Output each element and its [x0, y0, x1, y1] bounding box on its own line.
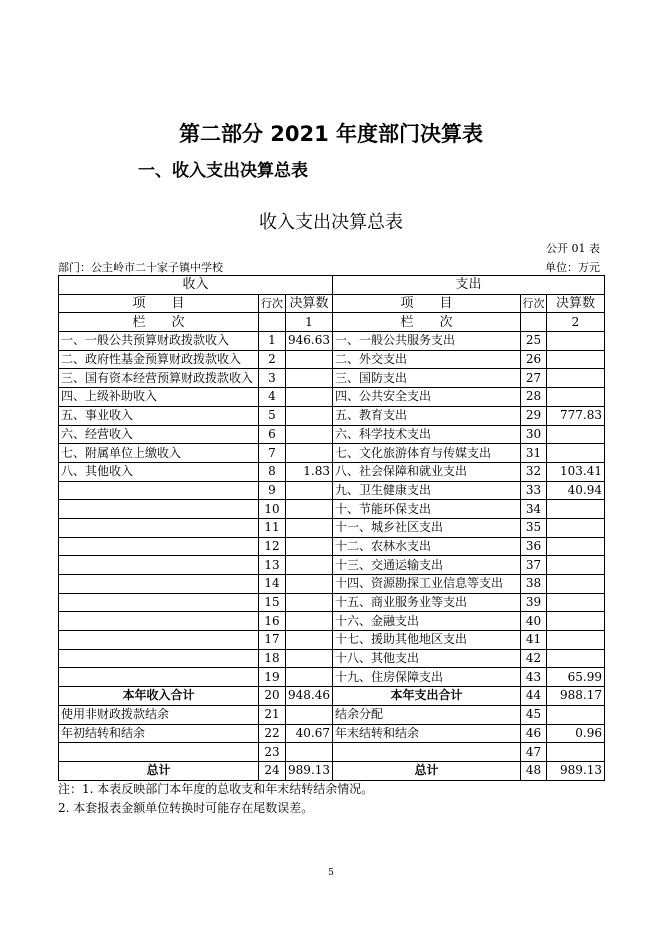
expense-amount	[547, 743, 605, 762]
income-line: 10	[259, 500, 286, 519]
expense-line: 38	[521, 575, 547, 594]
expense-amount: 65.99	[547, 668, 605, 687]
income-expense-table	[58, 275, 605, 781]
table-title: 收入支出决算总表	[259, 212, 403, 233]
column-label: 栏 次	[333, 313, 521, 332]
table-row	[59, 743, 605, 762]
note: 2. 本套报表金额单位转换时可能存在尾数误差。	[58, 801, 314, 815]
note: 注：1. 本表反映部门本年度的总收支和年末结转结余情况。	[58, 782, 374, 796]
page-title: 第二部分 2021 年度部门决算表	[178, 122, 484, 146]
income-line: 23	[259, 743, 286, 762]
income-line: 16	[259, 612, 286, 631]
income-line: 21	[259, 705, 286, 724]
expense-item: 总计	[333, 761, 521, 780]
income-item: 总计	[59, 761, 259, 780]
column-number: 2	[547, 313, 605, 332]
expense-item: 结余分配	[333, 705, 521, 724]
income-amount: 948.46	[286, 687, 333, 706]
income-item: 六、经营收入	[59, 425, 259, 444]
empty-cell	[259, 313, 286, 332]
expense-item: 十七、援助其他地区支出	[333, 631, 521, 650]
income-item	[59, 631, 259, 650]
expense-line: 41	[521, 631, 547, 650]
page-number: 5	[328, 868, 334, 878]
table-row	[59, 369, 605, 388]
table-row	[59, 593, 605, 612]
income-amount	[286, 481, 333, 500]
section-title: 一、收入支出决算总表	[138, 161, 308, 181]
expense-amount	[547, 705, 605, 724]
table-row	[59, 631, 605, 650]
income-item: 使用非财政拨款结余	[59, 705, 259, 724]
table-row	[59, 649, 605, 668]
income-item	[59, 556, 259, 575]
expense-item: 三、国防支出	[333, 369, 521, 388]
income-amount	[286, 388, 333, 407]
table-row	[59, 444, 605, 463]
expense-item: 十、节能环保支出	[333, 500, 521, 519]
income-line: 6	[259, 425, 286, 444]
income-line: 18	[259, 649, 286, 668]
expense-amount: 777.83	[547, 406, 605, 425]
expense-amount	[547, 537, 605, 556]
expense-amount	[547, 649, 605, 668]
income-item	[59, 612, 259, 631]
table-row	[59, 687, 605, 706]
expense-line: 32	[521, 462, 547, 481]
income-amount: 1.83	[286, 462, 333, 481]
expense-line: 33	[521, 481, 547, 500]
income-line: 7	[259, 444, 286, 463]
income-item: 本年收入合计	[59, 687, 259, 706]
income-item: 五、事业收入	[59, 406, 259, 425]
expense-amount	[547, 369, 605, 388]
income-item	[59, 743, 259, 762]
expense-line: 43	[521, 668, 547, 687]
income-amount	[286, 705, 333, 724]
expense-item: 十八、其他支出	[333, 649, 521, 668]
expense-item: 十五、商业服务业等支出	[333, 593, 521, 612]
expense-item: 六、科学技术支出	[333, 425, 521, 444]
income-amount	[286, 350, 333, 369]
expense-amount: 40.94	[547, 481, 605, 500]
income-amount	[286, 406, 333, 425]
income-amount	[286, 631, 333, 650]
income-amount	[286, 500, 333, 519]
expense-line: 35	[521, 518, 547, 537]
expense-amount: 0.96	[547, 724, 605, 743]
item-header: 项 目	[59, 294, 259, 313]
income-amount	[286, 575, 333, 594]
expense-amount	[547, 575, 605, 594]
expense-amount	[547, 425, 605, 444]
table-row	[59, 761, 605, 780]
income-amount: 989.13	[286, 761, 333, 780]
income-line: 2	[259, 350, 286, 369]
expense-line: 36	[521, 537, 547, 556]
expense-line: 47	[521, 743, 547, 762]
table-row	[59, 350, 605, 369]
expense-item: 十一、城乡社区支出	[333, 518, 521, 537]
income-line: 24	[259, 761, 286, 780]
table-header-row	[59, 276, 605, 295]
amount-header: 决算数	[547, 294, 605, 313]
table-row	[59, 388, 605, 407]
expense-amount	[547, 444, 605, 463]
expense-line: 42	[521, 649, 547, 668]
income-amount	[286, 612, 333, 631]
income-item: 二、政府性基金预算财政拨款收入	[59, 350, 259, 369]
expense-header: 支出	[333, 276, 605, 295]
expense-amount	[547, 518, 605, 537]
income-amount	[286, 668, 333, 687]
column-label: 栏 次	[59, 313, 259, 332]
form-code: 公开 01 表	[546, 242, 600, 255]
expense-line: 40	[521, 612, 547, 631]
table-row	[59, 537, 605, 556]
expense-item: 十九、住房保障支出	[333, 668, 521, 687]
income-line: 11	[259, 518, 286, 537]
income-amount	[286, 518, 333, 537]
table-row	[59, 332, 605, 351]
income-line: 8	[259, 462, 286, 481]
expense-item: 八、社会保障和就业支出	[333, 462, 521, 481]
table-row	[59, 556, 605, 575]
income-item: 一、一般公共预算财政拨款收入	[59, 332, 259, 351]
expense-line: 29	[521, 406, 547, 425]
income-item	[59, 668, 259, 687]
expense-item: 十四、资源勘探工业信息等支出	[333, 575, 521, 594]
income-amount	[286, 425, 333, 444]
expense-item: 九、卫生健康支出	[333, 481, 521, 500]
income-line: 4	[259, 388, 286, 407]
income-amount	[286, 593, 333, 612]
expense-line: 48	[521, 761, 547, 780]
unit-label: 单位：万元	[545, 261, 600, 274]
expense-item: 本年支出合计	[333, 687, 521, 706]
expense-line: 31	[521, 444, 547, 463]
table-header-row	[59, 313, 605, 332]
income-item	[59, 500, 259, 519]
expense-amount: 103.41	[547, 462, 605, 481]
line-header: 行次	[259, 294, 286, 313]
expense-amount	[547, 500, 605, 519]
expense-item	[333, 743, 521, 762]
income-header: 收入	[59, 276, 333, 295]
expense-item: 四、公共安全支出	[333, 388, 521, 407]
income-item: 四、上级补助收入	[59, 388, 259, 407]
income-item	[59, 537, 259, 556]
income-amount	[286, 649, 333, 668]
expense-line: 39	[521, 593, 547, 612]
column-number: 1	[286, 313, 333, 332]
income-amount: 946.63	[286, 332, 333, 351]
income-line: 3	[259, 369, 286, 388]
table-row	[59, 500, 605, 519]
income-item: 七、附属单位上缴收入	[59, 444, 259, 463]
table-row	[59, 705, 605, 724]
expense-line: 30	[521, 425, 547, 444]
table-row	[59, 406, 605, 425]
income-amount	[286, 556, 333, 575]
income-line: 22	[259, 724, 286, 743]
income-line: 9	[259, 481, 286, 500]
income-amount	[286, 537, 333, 556]
expense-amount	[547, 612, 605, 631]
expense-amount: 989.13	[547, 761, 605, 780]
expense-item: 二、外交支出	[333, 350, 521, 369]
amount-header: 决算数	[286, 294, 333, 313]
income-amount	[286, 444, 333, 463]
item-header: 项 目	[333, 294, 521, 313]
expense-line: 25	[521, 332, 547, 351]
expense-line: 26	[521, 350, 547, 369]
table-row	[59, 668, 605, 687]
income-line: 14	[259, 575, 286, 594]
income-amount: 40.67	[286, 724, 333, 743]
expense-amount	[547, 593, 605, 612]
income-line: 5	[259, 406, 286, 425]
expense-item: 一、一般公共服务支出	[333, 332, 521, 351]
empty-cell	[521, 313, 547, 332]
department-label: 部门：公主岭市二十家子镇中学校	[58, 261, 223, 274]
income-item	[59, 649, 259, 668]
income-line: 12	[259, 537, 286, 556]
expense-amount: 988.17	[547, 687, 605, 706]
expense-amount	[547, 631, 605, 650]
expense-amount	[547, 388, 605, 407]
expense-item: 年末结转和结余	[333, 724, 521, 743]
expense-line: 37	[521, 556, 547, 575]
expense-amount	[547, 332, 605, 351]
income-item: 八、其他收入	[59, 462, 259, 481]
expense-line: 34	[521, 500, 547, 519]
income-item	[59, 575, 259, 594]
table-row	[59, 518, 605, 537]
income-line: 19	[259, 668, 286, 687]
expense-item: 十三、交通运输支出	[333, 556, 521, 575]
expense-line: 28	[521, 388, 547, 407]
expense-line: 46	[521, 724, 547, 743]
income-line: 15	[259, 593, 286, 612]
table-row	[59, 575, 605, 594]
table-row	[59, 481, 605, 500]
expense-line: 27	[521, 369, 547, 388]
expense-amount	[547, 350, 605, 369]
expense-line: 45	[521, 705, 547, 724]
expense-line: 44	[521, 687, 547, 706]
income-line: 13	[259, 556, 286, 575]
income-line: 17	[259, 631, 286, 650]
income-item: 三、国有资本经营预算财政拨款收入	[59, 369, 259, 388]
table-row	[59, 724, 605, 743]
income-amount	[286, 743, 333, 762]
income-line: 1	[259, 332, 286, 351]
expense-amount	[547, 556, 605, 575]
income-item	[59, 593, 259, 612]
line-header: 行次	[521, 294, 547, 313]
table-row	[59, 462, 605, 481]
income-item	[59, 518, 259, 537]
table-row	[59, 425, 605, 444]
table-row	[59, 612, 605, 631]
expense-item: 五、教育支出	[333, 406, 521, 425]
expense-item: 七、文化旅游体育与传媒支出	[333, 444, 521, 463]
table-header-row	[59, 294, 605, 313]
income-item	[59, 481, 259, 500]
income-amount	[286, 369, 333, 388]
expense-item: 十六、金融支出	[333, 612, 521, 631]
income-item: 年初结转和结余	[59, 724, 259, 743]
income-line: 20	[259, 687, 286, 706]
expense-item: 十二、农林水支出	[333, 537, 521, 556]
